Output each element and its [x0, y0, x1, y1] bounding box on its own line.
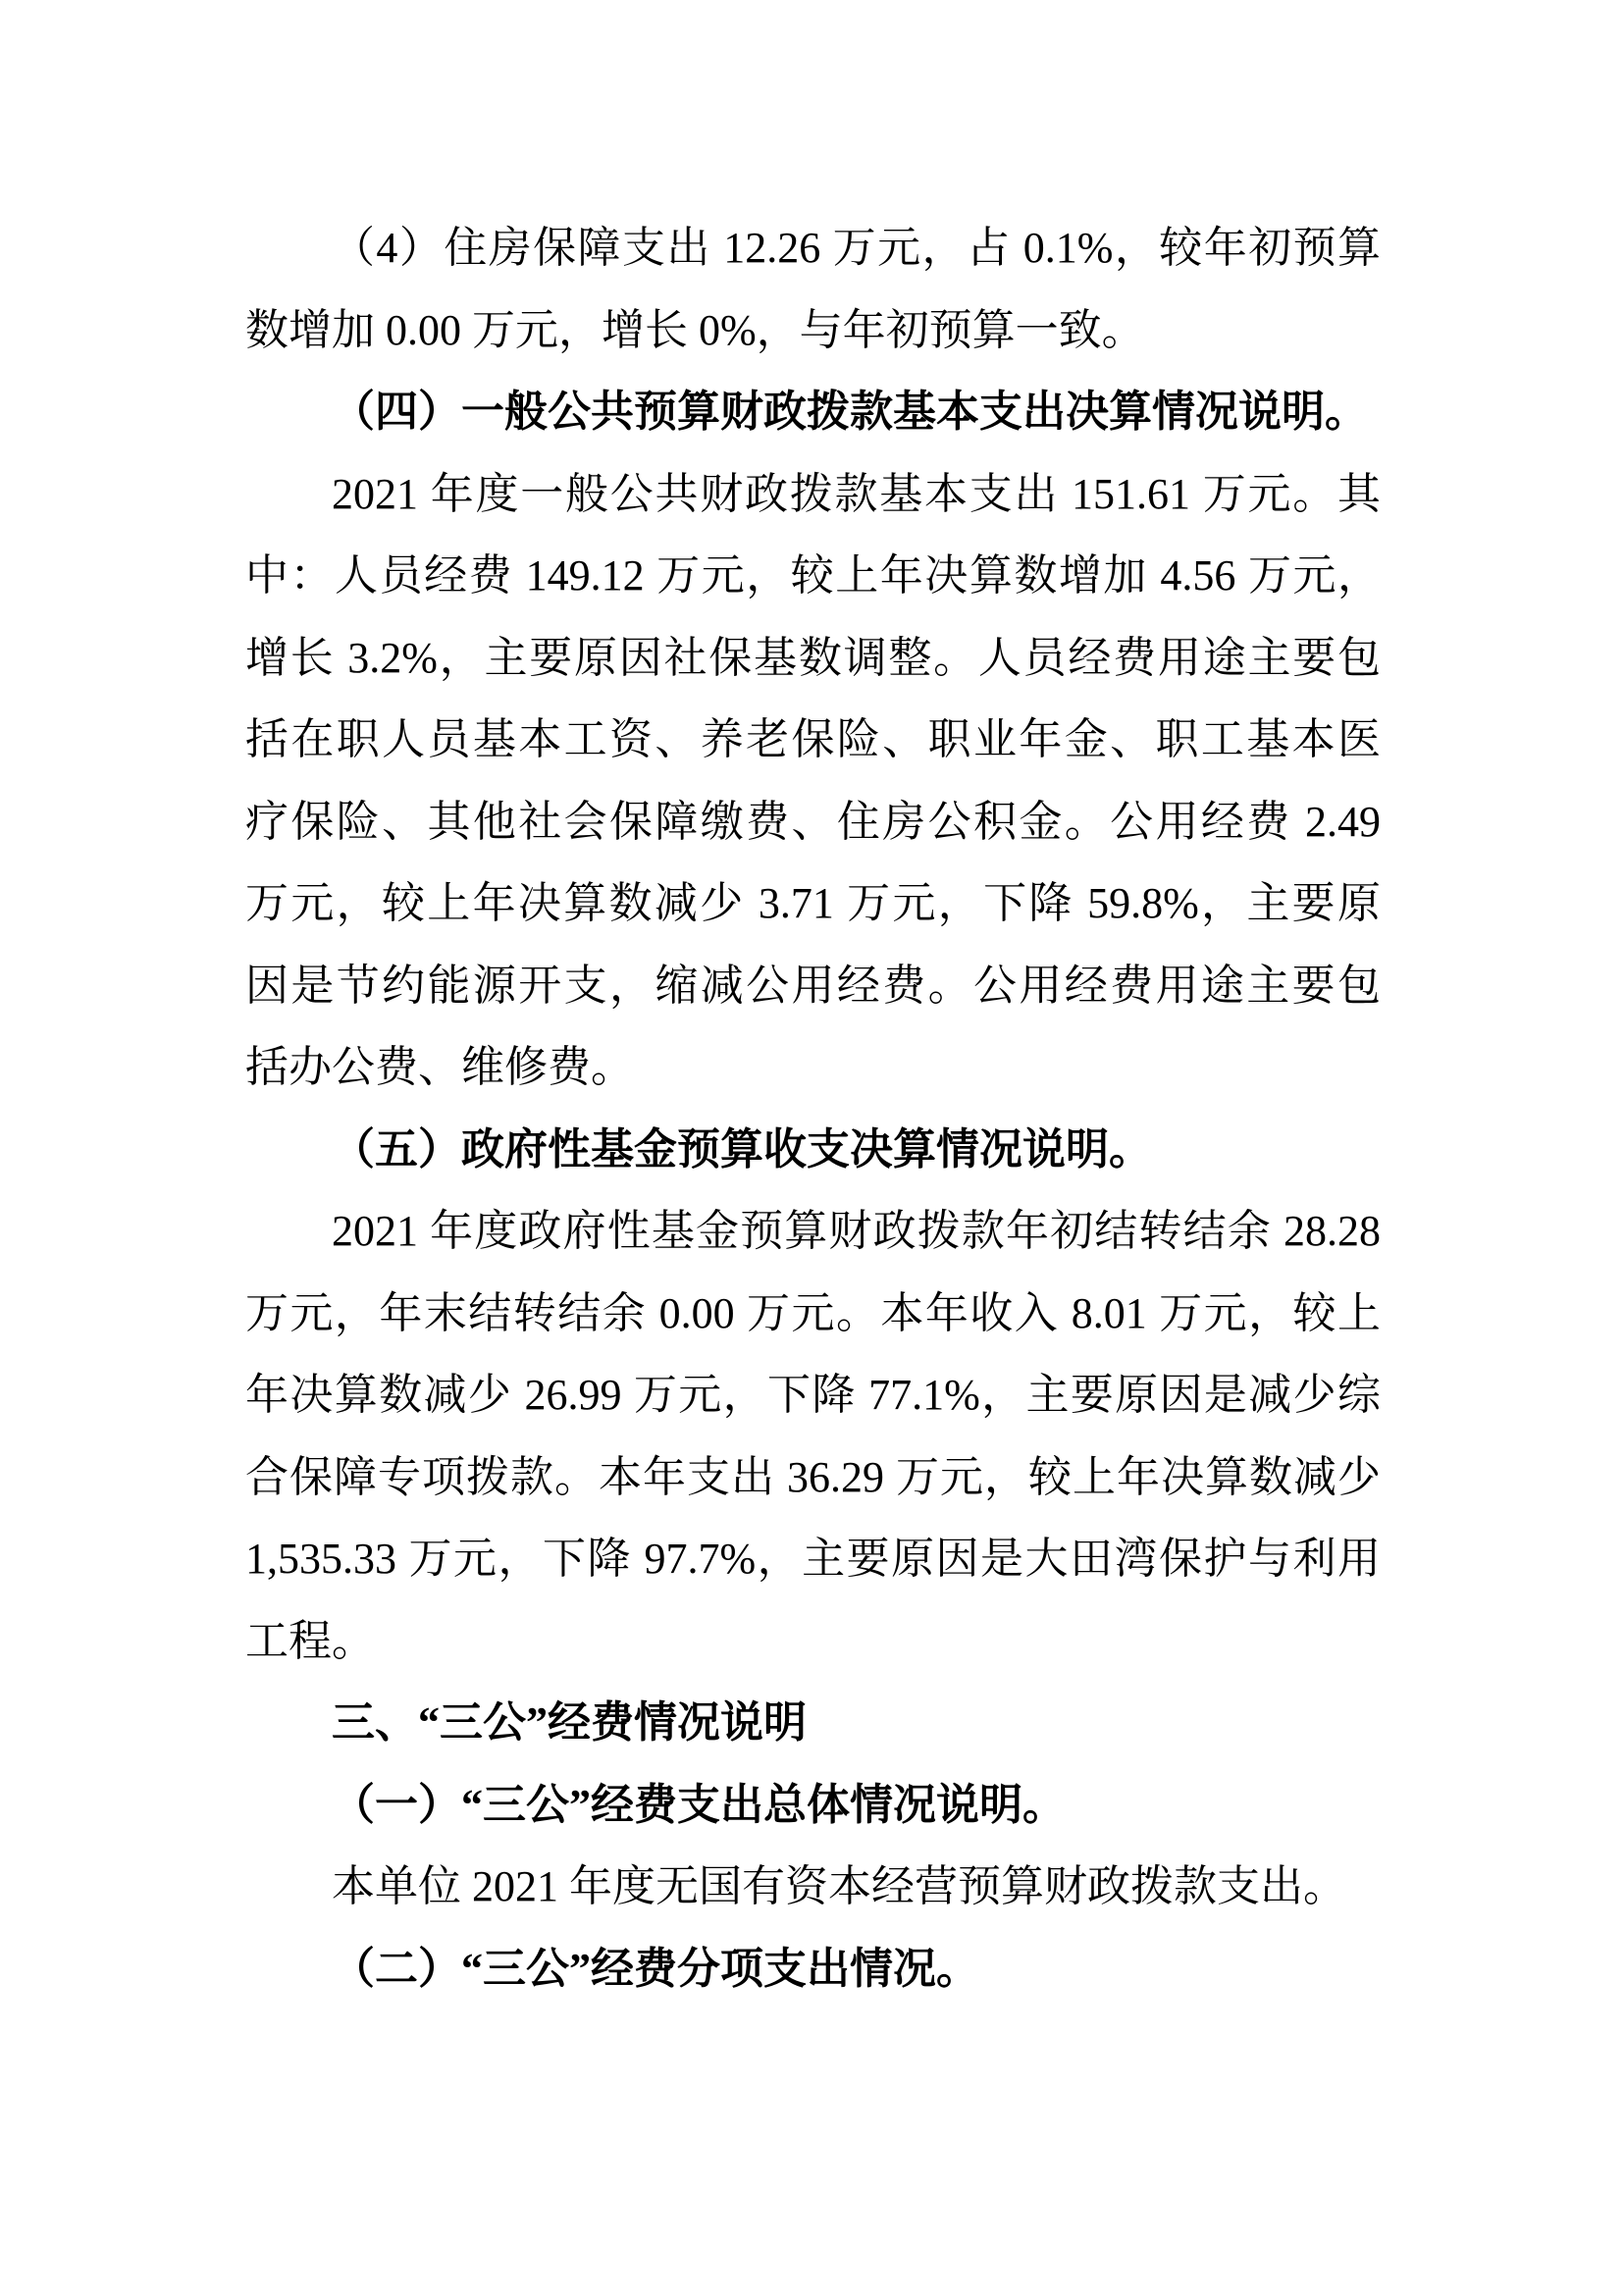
paragraph-line: 万元，年末结转结余 0.00 万元。本年收入 8.01 万元，较上: [245, 1288, 1381, 1337]
paragraph-line: 中：人员经费 149.12 万元，较上年决算数增加 4.56 万元，: [245, 551, 1381, 600]
paragraph-line: 万元，较上年决算数减少 3.71 万元，下降 59.8%，主要原: [245, 879, 1381, 927]
section-heading: （五）政府性基金预算收支决算情况说明。: [332, 1124, 1152, 1174]
paragraph-line: 合保障专项拨款。本年支出 36.29 万元，较上年决算数减少: [245, 1452, 1381, 1501]
paragraph-line: 数增加 0.00 万元，增长 0%，与年初预算一致。: [245, 305, 1145, 354]
paragraph-line: 疗保险、其他社会保障缴费、住房公积金。公用经费 2.49: [245, 797, 1381, 846]
paragraph-line: （4）住房保障支出 12.26 万元，占 0.1%，较年初预算: [332, 224, 1381, 272]
paragraph-line: 增长 3.2%，主要原因社保基数调整。人员经费用途主要包: [245, 633, 1381, 682]
section-heading: （二）“三公”经费分项支出情况。: [332, 1944, 979, 1993]
paragraph-line: 因是节约能源开支，缩减公用经费。公用经费用途主要包: [245, 961, 1381, 1010]
paragraph-line: 2021 年度政府性基金预算财政拨款年初结转结余 28.28: [332, 1207, 1381, 1255]
paragraph-line: 1,535.33 万元，下降 97.7%，主要原因是大田湾保护与利用: [245, 1535, 1381, 1583]
paragraph-line: 括办公费、维修费。: [245, 1043, 634, 1091]
paragraph-line: 工程。: [245, 1616, 375, 1665]
section-heading: （一）“三公”经费支出总体情况说明。: [332, 1780, 1066, 1829]
paragraph-line: 年决算数减少 26.99 万元，下降 77.1%，主要原因是减少综: [245, 1371, 1381, 1419]
paragraph-line: 本单位 2021 年度无国有资本经营预算财政拨款支出。: [332, 1862, 1346, 1910]
section-heading: （四）一般公共预算财政拨款基本支出决算情况说明。: [332, 388, 1368, 436]
section-heading: 三、“三公”经费情况说明: [332, 1698, 807, 1747]
document-text-block: [245, 207, 1381, 2009]
paragraph-line: 2021 年度一般公共财政拨款基本支出 151.61 万元。其: [332, 469, 1381, 518]
paragraph-line: 括在职人员基本工资、养老保险、职业年金、职工基本医: [245, 715, 1381, 763]
